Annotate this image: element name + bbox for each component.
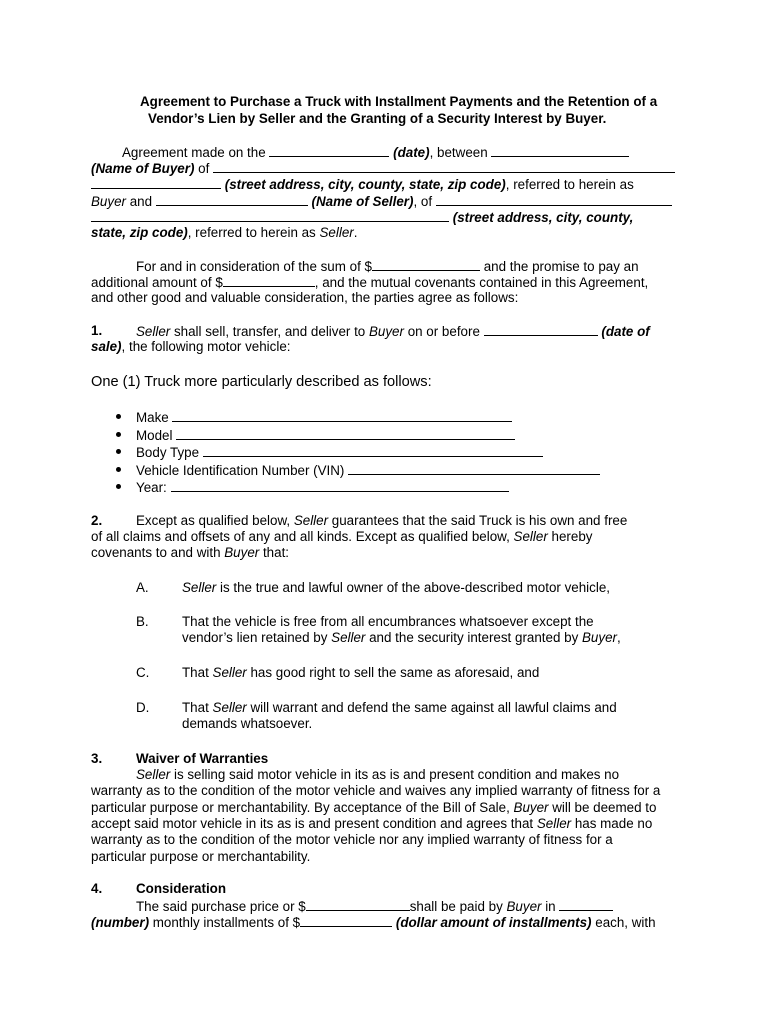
model-field: Model [136,427,515,444]
seller-name-blank[interactable] [156,193,308,206]
purchase-price-blank[interactable] [306,898,410,911]
model-blank[interactable] [176,427,515,440]
section-1-number: 1. [91,323,103,338]
item-b-letter: B. [136,614,149,629]
make-field: Make [136,409,512,426]
bullet-icon [116,449,121,454]
vin-field: Vehicle Identification Number (VIN) [136,462,600,479]
item-c-letter: C. [136,665,150,680]
section-4-number: 4. [91,881,103,896]
item-b-line-1: That the vehicle is free from all encumbrances whatsoever except the [182,614,594,629]
section-1-line-2: sale), the following motor vehicle: [91,339,291,354]
section-3-number: 3. [91,751,103,766]
item-c-text: That Seller has good right to sell the same as aforesaid, and [182,665,540,680]
body-type-blank[interactable] [203,444,543,457]
consideration-line-1: For and in consideration of the sum of $ and the promise to pay an [136,259,639,274]
consideration-line-2: additional amount of $ , and the mutual covenants contained in this Agreement, [91,275,649,290]
section-3-line-4: accept said motor vehicle in its as is and present condition and agrees that Seller has made no [91,816,653,831]
bullet-icon [116,414,121,419]
body-type-field: Body Type [136,444,543,461]
section-2-line-2: of all claims and offsets of any and all kinds. Except as qualified below, Seller hereby [91,529,593,544]
date-blank[interactable] [269,144,389,157]
item-d-letter: D. [136,700,150,715]
installments-count-blank[interactable] [559,898,613,911]
truck-description: One (1) Truck more particularly described as follows: [91,374,432,390]
section-1-line-1: Seller shall sell, transfer, and deliver to Buyer on or before (date of [136,324,650,339]
item-a-letter: A. [136,580,149,595]
sum-blank[interactable] [372,258,480,271]
section-2-number: 2. [91,513,103,528]
item-a-text: Seller is the true and lawful owner of the above-described motor vehicle, [182,580,610,595]
section-3-line-3: particular purpose or merchantability. By acceptance of the Bill of Sale, Buyer will be deemed to [91,800,657,815]
vin-blank[interactable] [348,462,600,475]
item-d-line-2: demands whatsoever. [182,716,313,731]
intro-line-2: (Name of Buyer) of [91,160,675,177]
bullet-icon [116,432,121,437]
seller-address-blank[interactable] [436,193,672,206]
section-4-line-2: (number) monthly installments of $ (dollar amount of installments) each, with [91,915,656,930]
intro-line-1: Agreement made on the (date), between [122,144,629,161]
seller-address-blank-2[interactable] [91,209,449,222]
title-line-2: Vendor’s Lien by Seller and the Granting of a Security Interest by Buyer. [148,111,607,126]
section-3-line-2: warranty as to the condition of the motor vehicle and waives any implied warranty of fitness for a [91,783,661,798]
section-4-heading: Consideration [136,881,227,896]
year-blank[interactable] [171,479,509,492]
item-d-line-1: That Seller will warrant and defend the same against all lawful claims and [182,700,617,715]
buyer-name-blank[interactable] [491,144,629,157]
intro-line-6: state, zip code), referred to herein as Seller. [91,225,358,240]
consideration-line-3: and other good and valuable consideration, the parties agree as follows: [91,290,519,305]
intro-line-3: (street address, city, county, state, zip code), referred to herein as [91,176,634,193]
title-line-1: Agreement to Purchase a Truck with Installment Payments and the Retention of a [140,94,658,109]
bullet-icon [116,484,121,489]
section-2-line-1: Except as qualified below, Seller guarantees that the said Truck is his own and free [136,513,628,528]
section-2-line-3: covenants to and with Buyer that: [91,545,290,560]
make-blank[interactable] [172,409,512,422]
intro-line-5: (street address, city, county, [91,209,633,226]
section-3-line-5: warranty as to the condition of the motor vehicle nor any implied warranty of fitness for a [91,832,613,847]
additional-amount-blank[interactable] [223,274,315,287]
installment-amount-blank[interactable] [300,914,392,927]
buyer-address-blank[interactable] [213,160,675,173]
bullet-icon [116,467,121,472]
item-b-line-2: vendor’s lien retained by Seller and the security interest granted by Buyer, [182,630,621,645]
intro-line-4: Buyer and (Name of Seller), of [91,193,672,210]
section-3-line-6: particular purpose or merchantability. [91,849,311,864]
year-field: Year: [136,479,509,496]
buyer-address-blank-2[interactable] [91,176,221,189]
section-3-line-1: Seller is selling said motor vehicle in its as is and present condition and makes no [136,767,620,782]
section-4-line-1: The said purchase price or $ shall be paid by Buyer in [136,898,613,915]
section-3-heading: Waiver of Warranties [136,751,269,766]
sale-date-blank[interactable] [484,323,598,336]
